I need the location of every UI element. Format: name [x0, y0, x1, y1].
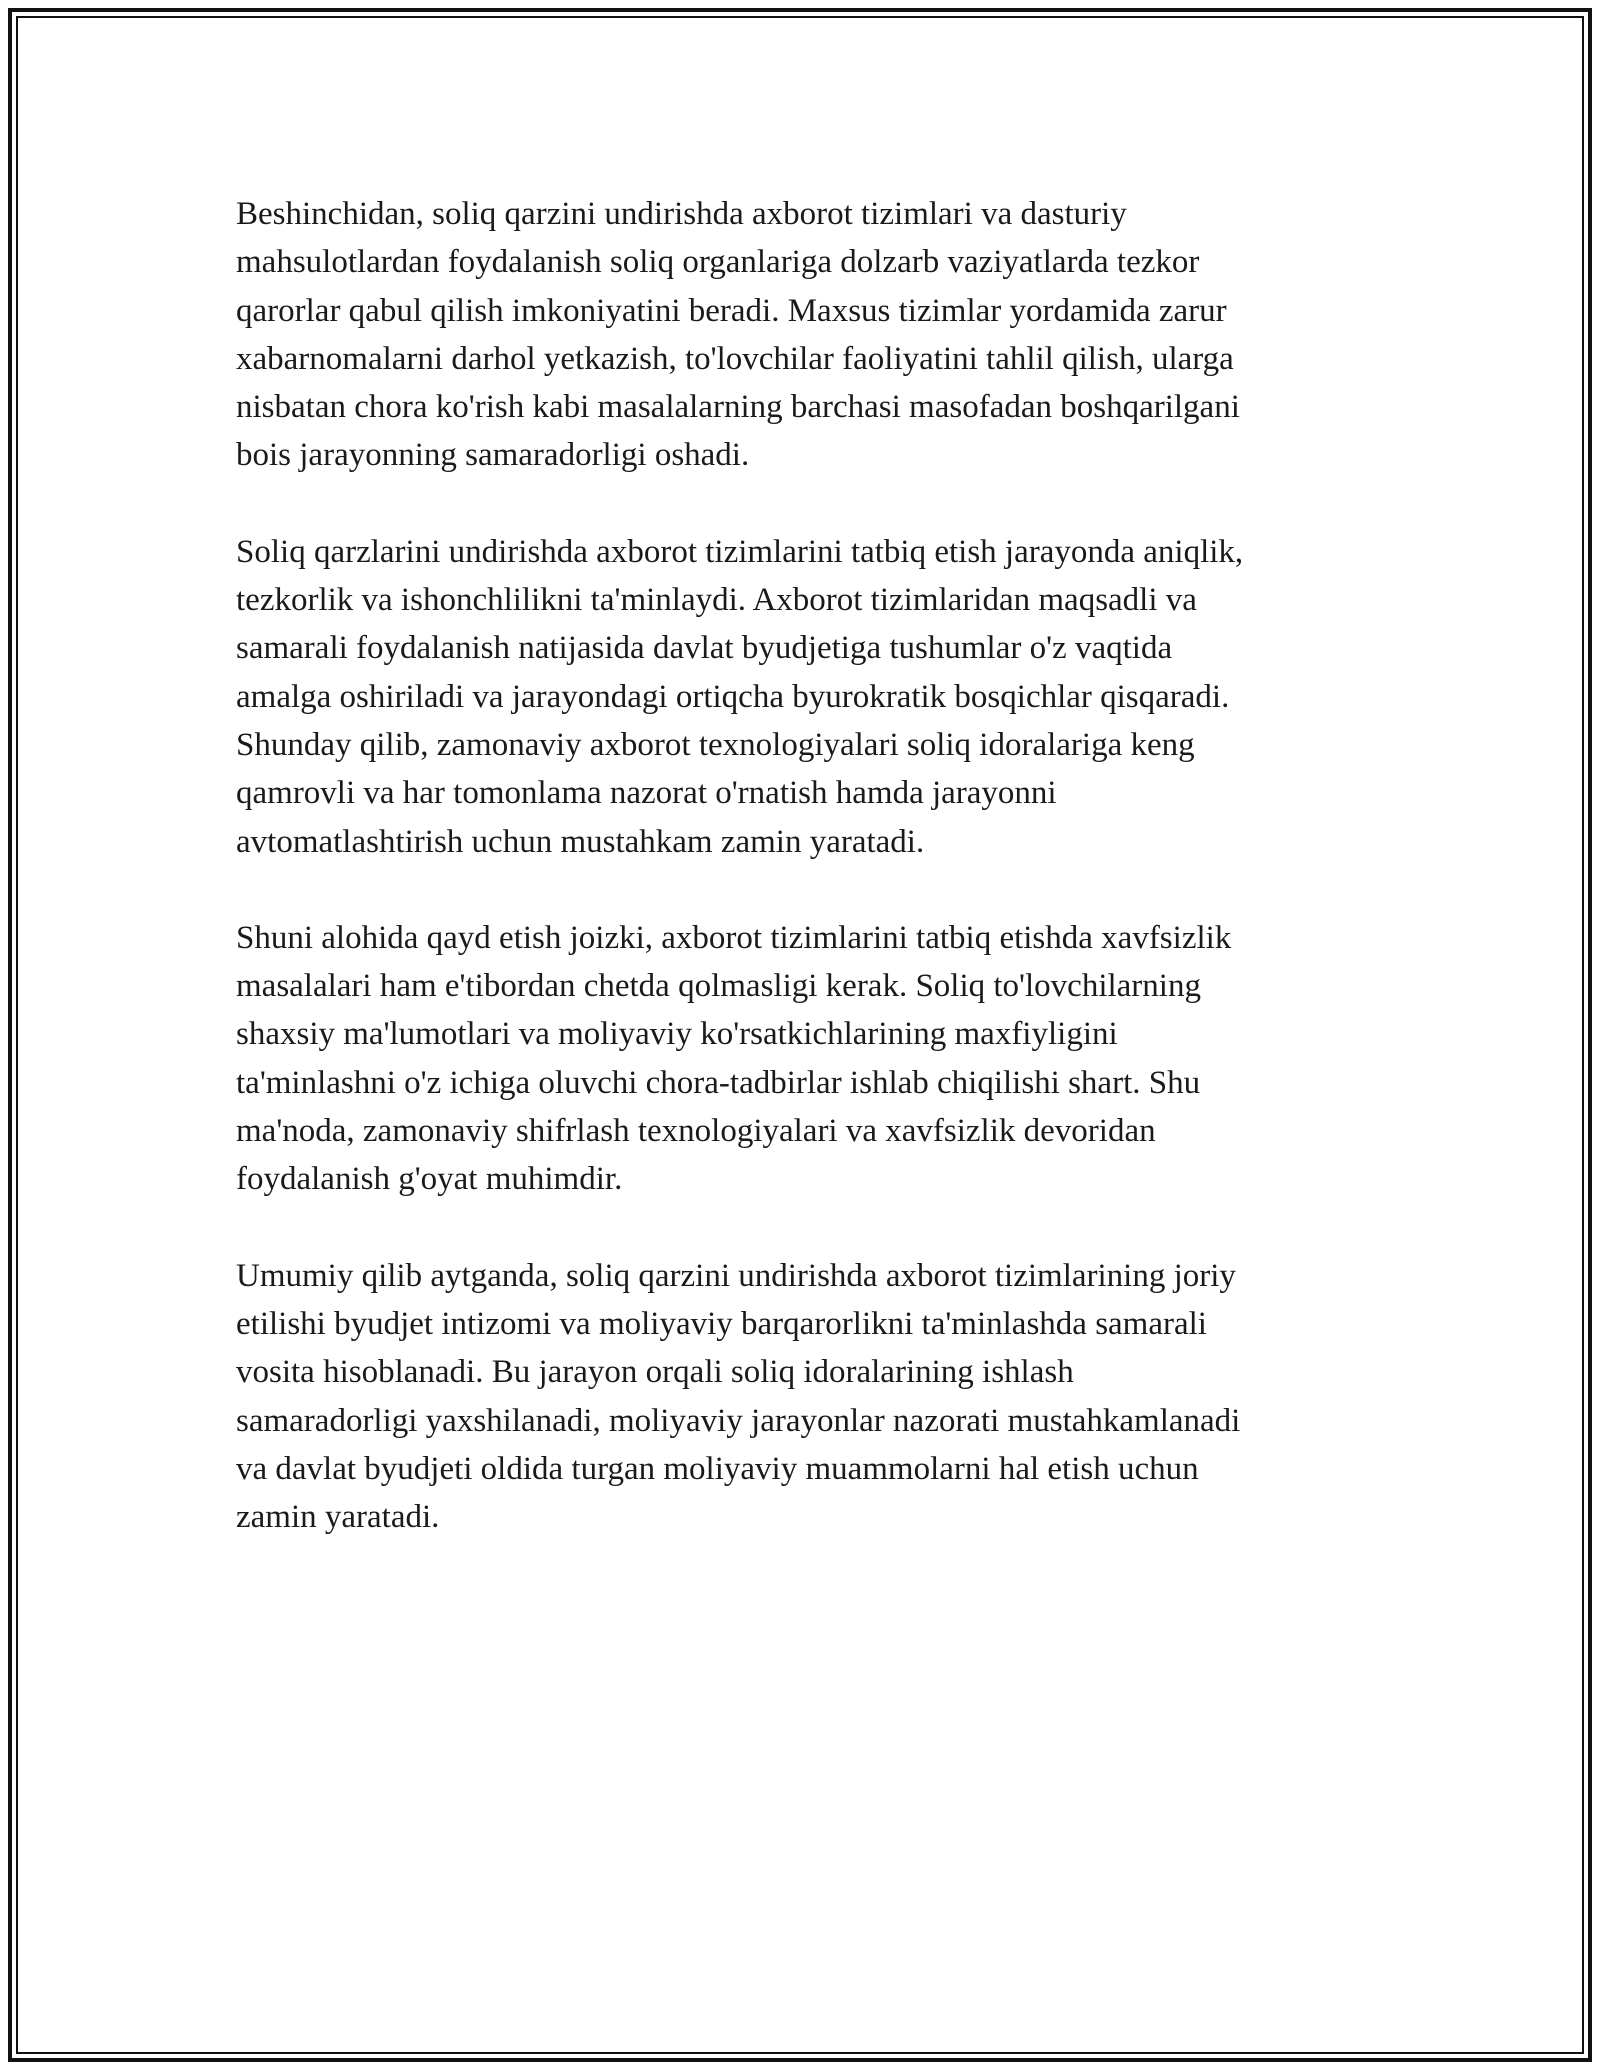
- paragraph-3: Shuni alohida qayd etish joizki, axborot tizimlarini tatbiq etishda xavfsizlik masalalari ham e'tibordan chetda qolmasligi kerak. Soliq to'lovchilarning shaxsiy ma'lumotlari va moliyaviy ko'rsatkichlarining maxfiyligini ta'minlashni o'z ichiga oluvchi chora-tadbirlar ishlab chiqilishi shart. Shu ma'noda, zamonaviy shifrlash texnologiyalari va xavfsizlik devoridan foydalanish g'oyat muhimdir.: [236, 919, 1232, 1198]
- paragraph-2: Soliq qarzlarini undirishda axborot tizimlarini tatbiq etish jarayonda aniqlik, tezkorlik va ishonchlilikni ta'minlaydi. Axborot tizimlaridan maqsadli va samarali foydalanish natijasida davlat byudjetiga tushumlar o'z vaqtida amalga oshiriladi va jarayondagi ortiqcha byurokratik bosqichlar qisqaradi. Shunday qilib, zamonaviy axborot texnologiyalari soliq idoralariga keng qamrovli va har tomonlama nazorat o'rnatish hamda jarayonni avtomatlashtirish uchun mustahkam zamin yaratadi.: [236, 533, 1244, 860]
- paragraph-1: Beshinchidan, soliq qarzini undirishda axborot tizimlari va dasturiy mahsulotlardan foydalanish soliq organlariga dolzarb vaziyatlarda tezkor qarorlar qabul qilish imkoniyatini beradi. Maxsus tizimlar yordamida zarur xabarnomalarni darhol yetkazish, to'lovchilar faoliyatini tahlil qilish, ularga nisbatan chora ko'rish kabi masalalarning barchasi masofadan boshqarilgani bois jarayonning samaradorligi oshadi.: [236, 196, 1240, 474]
- document-body: [236, 190, 1366, 1589]
- paragraph-4: Umumiy qilib aytganda, soliq qarzini undirishda axborot tizimlarining joriy etilishi byudjet intizomi va moliyaviy barqarorlikni ta'minlashda samarali vosita hisoblanadi. Bu jarayon orqali soliq idoralarining ishlash samaradorligi yaxshilanadi, moliyaviy jarayonlar nazorati mustahkamlanadi va davlat byudjeti oldida turgan moliyaviy muammolarni hal etish uchun zamin yaratadi.: [236, 1257, 1241, 1536]
